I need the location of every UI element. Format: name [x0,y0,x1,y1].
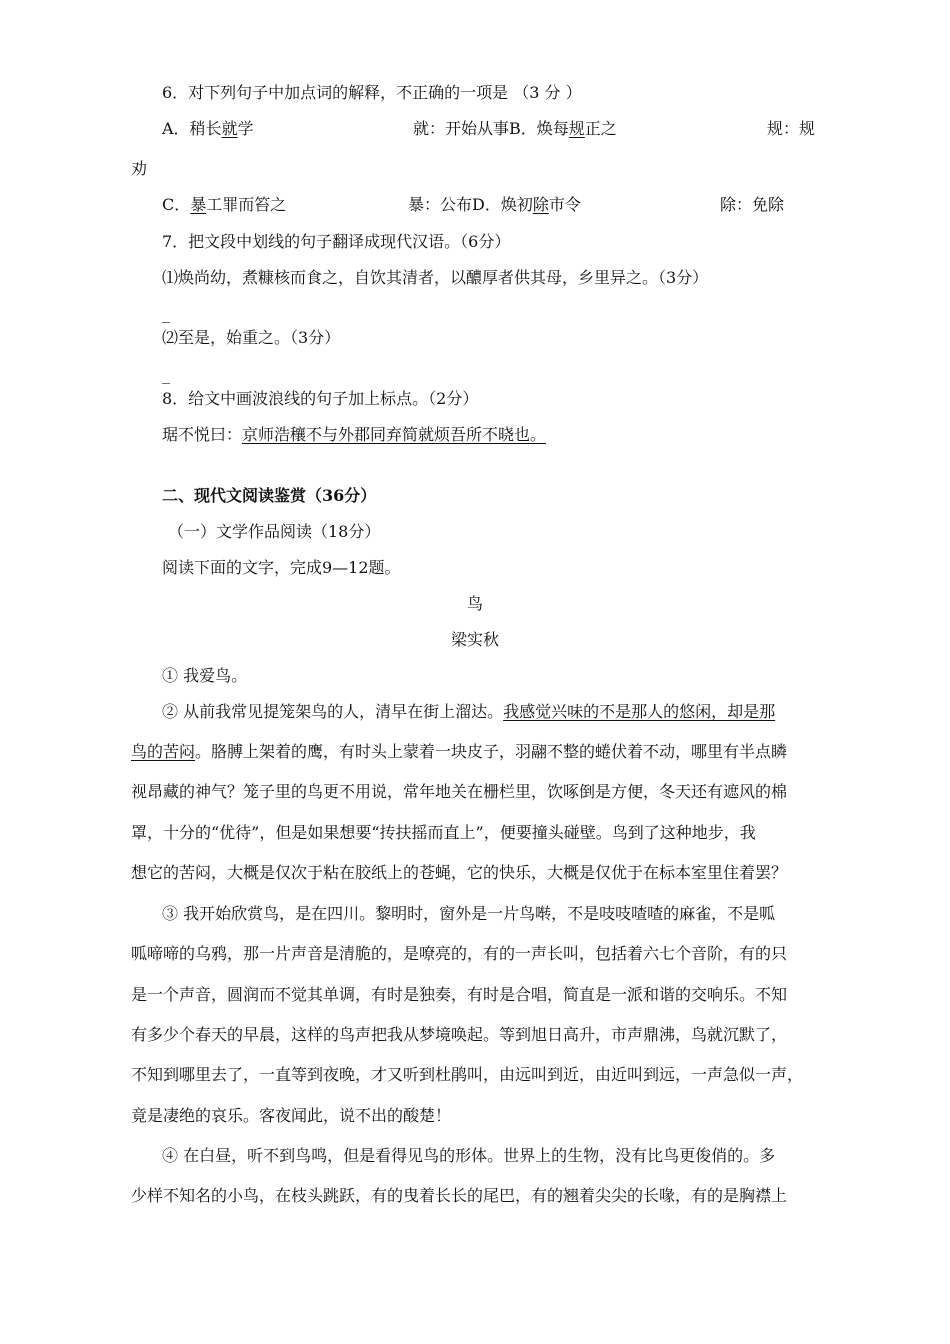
paragraph-3-line-2: 呱啼啼的乌鸦，那一片声音是清脆的，是嘹亮的，有的一声长叫，包括着六七个音阶，有的只 [131,944,788,963]
option-a-key-word: 就 [221,119,238,138]
passage-title: 鸟 [466,594,483,613]
paragraph-4-line-2: 少样不知名的小鸟，在枝头跳跃，有的曳着长长的尾巴，有的翘着尖尖的长喙，有的是胸襟上 [131,1186,788,1205]
q6-option-a [162,118,254,140]
option-b-gloss-continued: 劝 [131,159,148,178]
paragraph-2-text-cont: 。胳膊上架着的鹰，有时头上蒙着一块皮子，羽翮不整的蜷伏着不动，哪里有半点瞵 [195,742,788,761]
paragraph-2-line-1 [162,701,775,723]
q8-sentence-line [162,424,546,446]
section-heading: 二、现代文阅读鉴赏（36分） [162,486,377,505]
q7-answer-blank-2: _ [162,365,170,384]
q6-stem: 6．对下列句子中加点词的解释，不正确的一项是 （3 分 ） [162,83,582,102]
paragraph-3-line-6: 竟是凄绝的哀乐。客夜闻此，说不出的酸楚！ [131,1106,452,1125]
option-b-suffix: 正之 [584,119,617,138]
paragraph-2-line-5: 想它的苦闷，大概是仅次于粘在胶纸上的苍蝇，它的快乐，大概是仅优于在标本室里住着罢？ [131,863,788,882]
q6-option-c [162,194,286,216]
passage-author: 梁实秋 [450,630,499,649]
q7-stem: 7．把文段中划线的句子翻译成现代汉语。（6分） [162,232,511,251]
q7-answer-blank-1: _ [162,304,170,323]
option-b-gloss: 规：规 [767,119,816,138]
q6-option-c-gloss-and-d [408,194,581,216]
paragraph-2-underlined-text-cont: 鸟的苦闷 [131,742,196,761]
paragraph-3-line-1: ③ 我开始欣赏鸟，是在四川。黎明时，窗外是一片鸟啭，不是吱吱喳喳的麻雀，不是呱 [162,904,776,923]
section-subheading: （一）文学作品阅读（18分） [168,522,381,541]
paragraph-2-line-4: 罩，十分的“优待”，但是如果想要“抟扶摇而直上”，便要撞头碰壁。鸟到了这种地步，我 [131,823,756,842]
reading-instruction: 阅读下面的文字，完成9—12题。 [162,558,401,577]
paragraph-3-line-4: 有多少个春天的早晨，这样的鸟声把我从梦境唤起。等到旭日高升，市声鼎沸，鸟就沉默了， [131,1025,788,1044]
q8-stem: 8．给文中画波浪线的句子加上标点。（2分） [162,389,479,408]
option-c-prefix: C． [162,195,191,214]
option-a-gloss: 就：开始从事B．焕每 [413,119,569,138]
q6-option-a-gloss-and-b [413,118,617,140]
option-d-gloss: 除：免除 [720,195,785,214]
option-d-suffix: 市令 [548,195,581,214]
option-a-suffix: 学 [237,119,254,138]
option-a-prefix: A．稍长 [162,119,222,138]
q7-sentence-2: ⑵至是，始重之。（3分） [162,328,341,347]
q7-sentence-1: ⑴焕尚幼，煮糠核而食之，自饮其清者，以醲厚者供其母，乡里异之。（3分） [162,268,709,287]
paragraph-1: ① 我爱鸟。 [162,666,248,685]
paragraph-4-line-1: ④ 在白昼，听不到鸟鸣，但是看得见鸟的形体。世界上的生物，没有比鸟更俊俏的。多 [162,1146,776,1165]
option-c-suffix: 工罪而笞之 [206,195,287,214]
q8-lead: 琚不悦曰： [162,425,243,444]
option-b-key-word: 规 [568,119,585,138]
paragraph-2-underlined-text: 我感觉兴味的不是那人的悠闲，却是那 [503,702,776,721]
paragraph-3-line-3: 是一个声音，圆润而不觉其单调，有时是独奏，有时是合唱，简直是一派和谐的交响乐。不知 [131,985,788,1004]
paragraph-2-line-2 [131,741,787,763]
option-d-key-word: 除 [532,195,549,214]
paragraph-2-line-3: 视昂藏的神气？笼子里的鸟更不用说，常年地关在栅栏里，饮啄倒是方便，冬天还有遮风的棉 [131,782,788,801]
option-c-key-word: 暴 [190,195,207,214]
option-c-gloss: 暴：公布D．焕初 [408,195,533,214]
paragraph-2-text: ② 从前我常见提笼架鸟的人，清早在街上溜达。 [162,702,504,721]
q8-wavy-sentence: 京师浩穰不与外郡同弃简就烦吾所不晓也。 [242,425,547,444]
paragraph-3-line-5: 不知到哪里去了，一直等到夜晚，才又听到杜鹃叫，由远叫到近，由近叫到远，一声急似一声， [131,1065,804,1084]
